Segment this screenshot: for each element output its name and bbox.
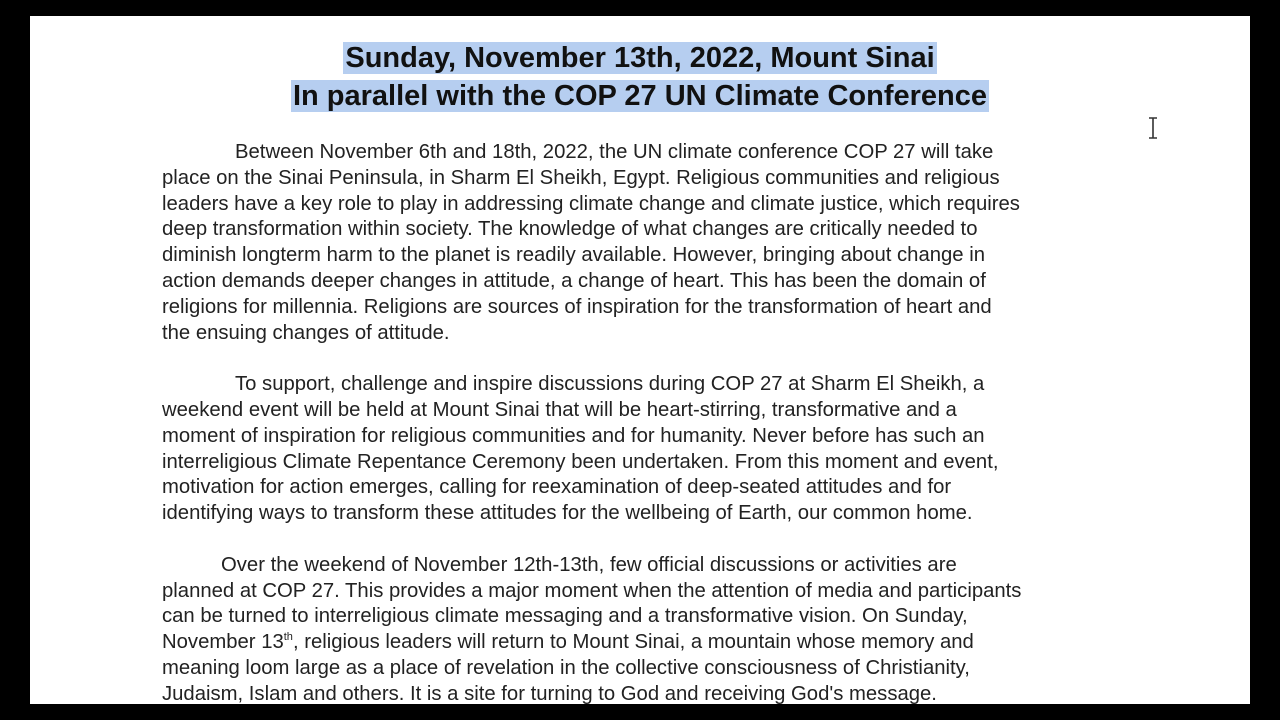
paragraph-line: place on the Sinai Peninsula, in Sharm El Sheikh, Egypt. Religious communities and religious: [162, 166, 1000, 189]
paragraph-line: can be turned to interreligious climate messaging and a transformative vision. On Sunday,: [162, 605, 968, 628]
date-text: November 13: [162, 631, 284, 654]
paragraph-line: diminish longterm harm to the planet is readily available. However, bringing about change in: [162, 244, 985, 267]
paragraph-line: motivation for action emerges, calling for reexamination of deep-seated attitudes and for: [162, 476, 952, 499]
paragraph-gap: [162, 346, 1122, 372]
paragraph-line: Over the weekend of November 12th-13th, few official discussions or activities are: [221, 553, 957, 576]
text-cursor-icon: [1147, 117, 1159, 139]
paragraph-gap: [162, 527, 1122, 553]
paragraph-line: religions for millennia. Religions are sources of inspiration for the transformation of heart and: [162, 295, 992, 318]
ordinal-suffix: th: [283, 631, 293, 644]
paragraph-line: Judaism, Islam and others. It is a site for turning to God and receiving God's message.: [162, 682, 937, 704]
title-line-1: [30, 39, 1250, 78]
paragraph-line: leaders have a key role to play in addressing climate change and climate justice, which requires: [162, 192, 1020, 215]
paragraph-line: identifying ways to transform these attitudes for the wellbeing of Earth, our common home.: [162, 502, 973, 525]
title-line-2: [30, 77, 1250, 116]
title-line-2-text: In parallel with the COP 27 UN Climate Conference: [292, 80, 988, 112]
line-continuation: , religious leaders will return to Mount Sinai, a mountain whose memory and: [292, 631, 974, 654]
title-line-1-text: Sunday, November 13th, 2022, Mount Sinai: [345, 42, 935, 74]
paragraph-line: Between November 6th and 18th, 2022, the UN climate conference COP 27 will take: [235, 141, 994, 163]
paragraph-line: meaning loom large as a place of revelation in the collective consciousness of Christianity,: [162, 656, 970, 679]
paragraph-line: [162, 630, 1122, 656]
paragraph-line: moment of inspiration for religious communities and for humanity. Never before has such an: [162, 424, 985, 447]
paragraph-line: deep transformation within society. The knowledge of what changes are critically needed to: [162, 218, 978, 241]
paragraph-1: [162, 140, 1122, 346]
paragraph-line: planned at COP 27. This provides a major moment when the attention of media and participants: [162, 579, 1022, 602]
paragraph-line: the ensuing changes of attitude.: [162, 321, 450, 344]
document-body: [162, 140, 1122, 704]
paragraph-line: weekend event will be held at Mount Sinai that will be heart-stirring, transformative and a: [162, 398, 957, 421]
paragraph-3: [162, 553, 1122, 704]
paragraph-line: action demands deeper changes in attitude, a change of heart. This has been the domain of: [162, 269, 986, 292]
paragraph-line: To support, challenge and inspire discussions during COP 27 at Sharm El Sheikh, a: [235, 373, 985, 396]
document-page: [30, 16, 1250, 704]
paragraph-2: [162, 372, 1122, 527]
paragraph-line: interreligious Climate Repentance Ceremony been undertaken. From this moment and event,: [162, 450, 999, 473]
